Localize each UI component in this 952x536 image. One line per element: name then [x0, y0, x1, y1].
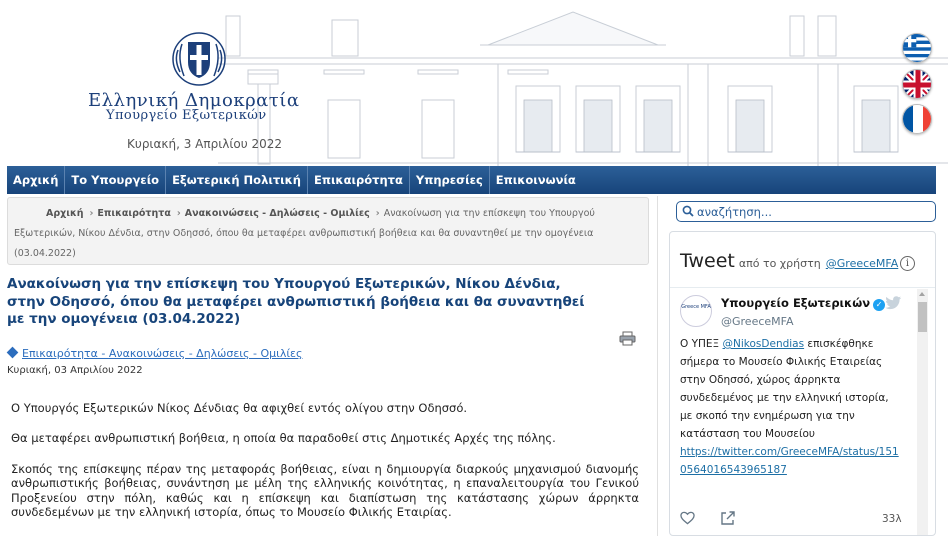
article-title: Ανακοίνωση για την επίσκεψη του Υπουργού Εξωτερικών, Νίκου Δένδια, στην Οδησσό, όπου θα μεταφέρει ανθρωπιστική βοήθεια και θα συναντηθεί με την ομογένεια (03.04.2022)	[7, 276, 585, 327]
avatar[interactable]: Greece MFA	[680, 295, 712, 327]
header-date: Κυριακή, 3 Απριλίου 2022	[127, 137, 283, 151]
twitter-widget-header	[680, 250, 898, 272]
site-header	[0, 0, 952, 166]
search-icon[interactable]	[682, 205, 694, 217]
nav-item-services[interactable]: Υπηρεσίες	[410, 166, 490, 194]
breadcrumb-news[interactable]: Επικαιρότητα	[97, 208, 171, 219]
article-category-label: Επικαιρότητα - Ανακοινώσεις - Δηλώσεις - Ομιλίες	[22, 347, 303, 360]
tweet-status-link[interactable]: https://twitter.com/GreeceMFA/status/1510564016543965187	[680, 446, 899, 476]
widget-scrollbar[interactable]	[917, 289, 928, 535]
scroll-up-arrow-icon[interactable]	[919, 292, 925, 296]
main-navigation	[7, 166, 936, 194]
article-date: Κυριακή, 03 Απριλίου 2022	[7, 365, 143, 376]
breadcrumb-separator: ›	[89, 208, 94, 219]
like-count: 33λ	[882, 513, 902, 525]
uk-flag-icon[interactable]	[902, 69, 932, 99]
ministry-building-illustration	[218, 0, 948, 166]
article-paragraph: Σκοπός της επίσκεψης πέραν της μεταφοράς βοήθειας, είναι η δημιουργία διαρκούς μηχανισμού διανομής ανθρωπιστικής βοήθειας, συνάντηση με μέλη της ελληνικής κοινότητας, η επαναλειτουργία του Γενικού Προξενείου στην πόλη, καθώς και η επίσκεψη και διαπίστωση της κατάστασης χώρων άρρηκτα συνδεδεμένων με την ελληνική ιστορία, όπως το Μουσείο Φιλικής Εταιρίας.	[11, 462, 639, 519]
ministry-subtitle: Υπουργείο Εξωτερικών	[106, 108, 267, 123]
nav-item-ministry[interactable]: Το Υπουργείο	[65, 166, 166, 194]
twitter-timeline-widget	[669, 231, 936, 536]
article-paragraph: Θα μεταφέρει ανθρωπιστική βοήθεια, η οποία θα παραδοθεί στις Δημοτικές Αρχές της πόλης.	[11, 431, 556, 445]
twitter-by-user-label: από το χρήστη	[738, 257, 821, 270]
info-icon[interactable]: i	[900, 256, 915, 271]
nav-item-contact[interactable]: Επικοινωνία	[495, 173, 576, 187]
nav-item-foreign-policy[interactable]: Εξωτερική Πολιτική	[166, 166, 308, 194]
category-diamond-icon	[7, 347, 19, 359]
sidebar-divider	[657, 196, 658, 536]
tweet-text	[680, 335, 902, 443]
breadcrumb-home[interactable]: Αρχική	[46, 208, 84, 219]
tweet-author-label: Υπουργείο Εξωτερικών	[721, 296, 871, 310]
twitter-user-link[interactable]: @GreeceMFA	[825, 257, 899, 270]
share-icon[interactable]	[720, 510, 736, 526]
breadcrumb-announcements[interactable]: Ανακοινώσεις - Δηλώσεις - Ομιλίες	[184, 208, 370, 219]
tweet-author-name[interactable]	[721, 296, 885, 311]
tweet-mention-link[interactable]: @NikosDendias	[722, 338, 805, 350]
breadcrumb	[7, 197, 649, 265]
print-icon[interactable]	[619, 331, 636, 346]
article-paragraph: Ο Υπουργός Εξωτερικών Νίκος Δένδιας θα αφιχθεί εντός ολίγου στην Οδησσό.	[11, 401, 468, 415]
heart-icon[interactable]	[680, 511, 695, 525]
greek-coat-of-arms-icon	[172, 30, 226, 86]
tweet-author-handle[interactable]: @GreeceMFA	[721, 315, 794, 328]
breadcrumb-current: Ανακοίνωση για την επίσκεψη του Υπουργού Εξωτερικών, Νίκου Δένδια, στην Οδησσό, όπου θα μεταφέρει ανθρωπιστική βοήθεια και θα συναντηθεί με την ομογένεια (03.04.2022)	[14, 208, 595, 259]
breadcrumb-separator: ›	[176, 208, 181, 219]
twitter-bird-icon[interactable]	[884, 296, 902, 311]
breadcrumb-separator: ›	[375, 208, 380, 219]
nav-item-home[interactable]: Αρχική	[7, 166, 65, 194]
nav-item-news[interactable]: Επικαιρότητα	[308, 166, 410, 194]
search-input[interactable]	[697, 203, 929, 220]
search-box	[676, 201, 936, 222]
tweet-actions	[680, 510, 905, 530]
french-flag-icon[interactable]	[902, 104, 932, 134]
twitter-divider	[670, 287, 936, 288]
site-title: Ελληνική Δημοκρατία	[88, 90, 300, 111]
tweet-text-rest: επισκέφθηκε σήμερα το Μουσείο Φιλικής Εταιρείας στην Οδησσό, χώρος άρρηκτα συνδεδεμένος με την ελληνική ιστορία, με σκοπό την ενημέρωση για την κατάσταση του Μουσείου	[680, 338, 889, 440]
article-category-link[interactable]	[7, 347, 302, 360]
greek-flag-icon[interactable]	[902, 33, 932, 63]
twitter-widget-heading: Tweet	[680, 250, 735, 272]
scrollbar-thumb[interactable]	[918, 302, 927, 332]
verified-badge-icon: ✓	[873, 299, 885, 311]
tweet-text-start: Ο ΥΠΕΞ	[680, 338, 723, 350]
